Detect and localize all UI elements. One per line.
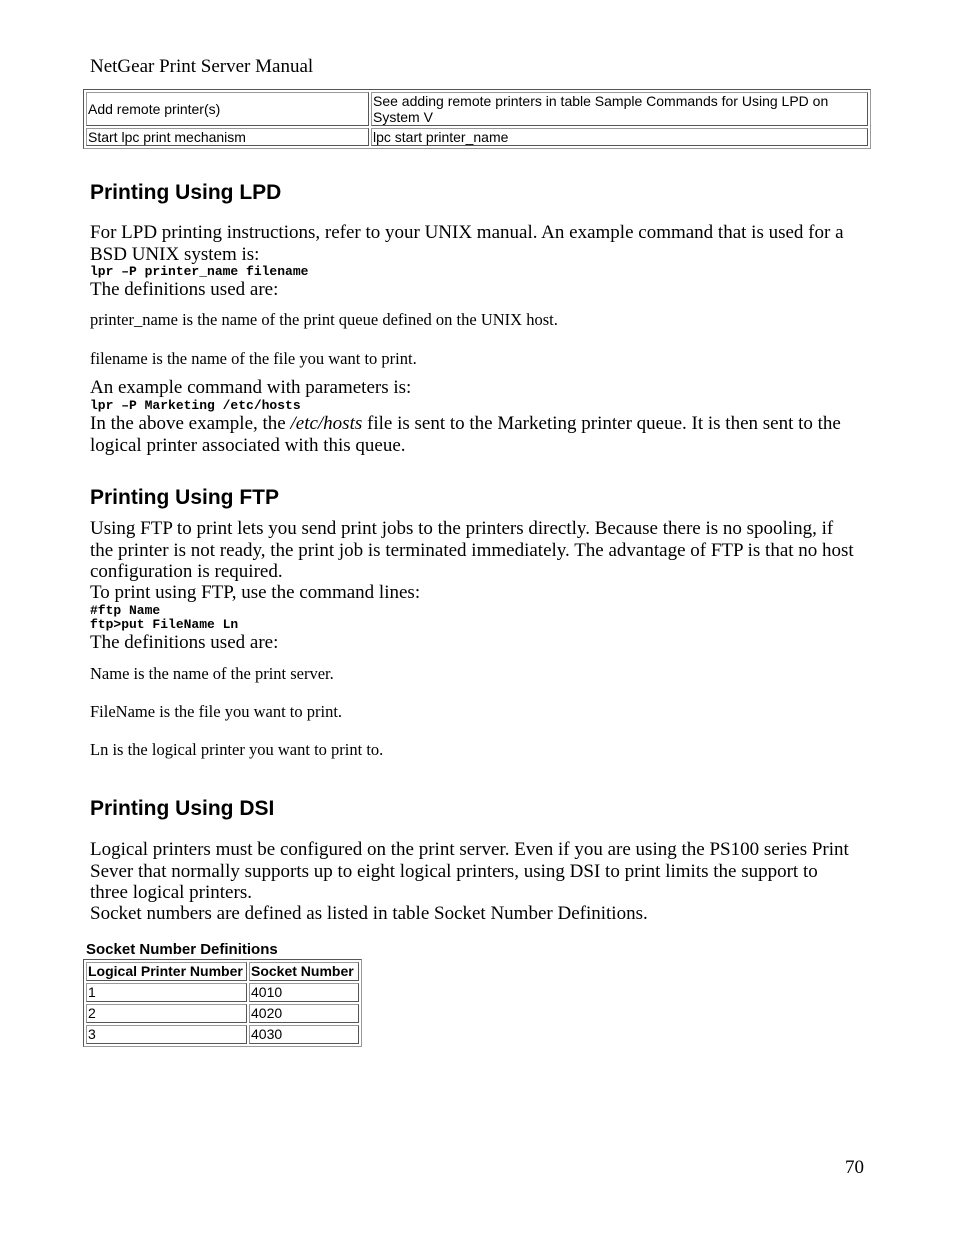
- dsi-intro: Logical printers must be configured on the print server. Even if you are using the PS100 series Print Sever that normally supports up to eight logical printers, using DSI to print limits the support to three logical printers.: [90, 839, 849, 903]
- running-header: NetGear Print Server Manual: [90, 56, 314, 77]
- table-caption: Socket Number Definitions: [86, 941, 278, 958]
- table-cell: 4020: [249, 1004, 359, 1023]
- table-cell: 3: [86, 1025, 247, 1044]
- ftp-def-ln: Ln is the logical printer you want to print to.: [90, 740, 384, 759]
- commands-table: [83, 89, 871, 149]
- lpd-intro: For LPD printing instructions, refer to your UNIX manual. An example command that is used for a BSD UNIX system is:: [90, 222, 844, 265]
- ftp-definitions-intro: The definitions used are:: [90, 632, 279, 653]
- column-header: Logical Printer Number: [86, 962, 247, 981]
- ftp-commands-intro: To print using FTP, use the command lines:: [90, 582, 421, 603]
- page-number: 70: [845, 1157, 864, 1178]
- ftp-def-name: Name is the name of the print server.: [90, 664, 334, 683]
- section-heading-lpd: Printing Using LPD: [90, 181, 282, 204]
- table-cell: Start lpc print mechanism: [86, 128, 369, 146]
- table-cell: lpc start printer_name: [371, 128, 868, 146]
- table-row: [86, 1004, 359, 1023]
- lpd-definitions-intro: The definitions used are:: [90, 279, 279, 300]
- ftp-def-filename: FileName is the file you want to print.: [90, 702, 343, 721]
- lpd-def-filename: filename is the name of the file you want to print.: [90, 349, 417, 368]
- table-row: [86, 92, 868, 126]
- ftp-intro: Using FTP to print lets you send print jobs to the printers directly. Because there is no spooling, if the printer is not ready, the print job is terminated immediately. The advantage of FTP is that no host configuration is required.: [90, 518, 854, 582]
- table-row: [86, 128, 868, 146]
- table-cell: 2: [86, 1004, 247, 1023]
- lpd-explanation: In the above example, the /etc/hosts file is sent to the Marketing printer queue. It is then sent to the logical printer associated with this queue.: [90, 413, 841, 456]
- section-heading-ftp: Printing Using FTP: [90, 486, 279, 509]
- table-row: [86, 1025, 359, 1044]
- table-cell: 1: [86, 983, 247, 1002]
- ftp-command-1: #ftp Name: [90, 603, 161, 618]
- section-heading-dsi: Printing Using DSI: [90, 797, 275, 820]
- dsi-socket-text: Socket numbers are defined as listed in table Socket Number Definitions.: [90, 903, 648, 924]
- lpd-def-printer-name: printer_name is the name of the print queue defined on the UNIX host.: [90, 310, 558, 329]
- table-cell: Add remote printer(s): [86, 92, 369, 126]
- lpd-command: lpr –P printer_name filename: [90, 264, 309, 279]
- column-header: Socket Number: [249, 962, 359, 981]
- table-row: [86, 983, 359, 1002]
- table-header-row: [86, 962, 359, 981]
- table-cell: See adding remote printers in table Sample Commands for Using LPD on System V: [371, 92, 868, 126]
- lpd-example-intro: An example command with parameters is:: [90, 377, 412, 398]
- socket-number-table: [83, 959, 362, 1047]
- table-cell: 4010: [249, 983, 359, 1002]
- table-cell: 4030: [249, 1025, 359, 1044]
- lpd-example-command: lpr –P Marketing /etc/hosts: [90, 398, 301, 413]
- hosts-path: /etc/hosts: [290, 413, 363, 434]
- ftp-command-2: ftp>put FileName Ln: [90, 617, 239, 632]
